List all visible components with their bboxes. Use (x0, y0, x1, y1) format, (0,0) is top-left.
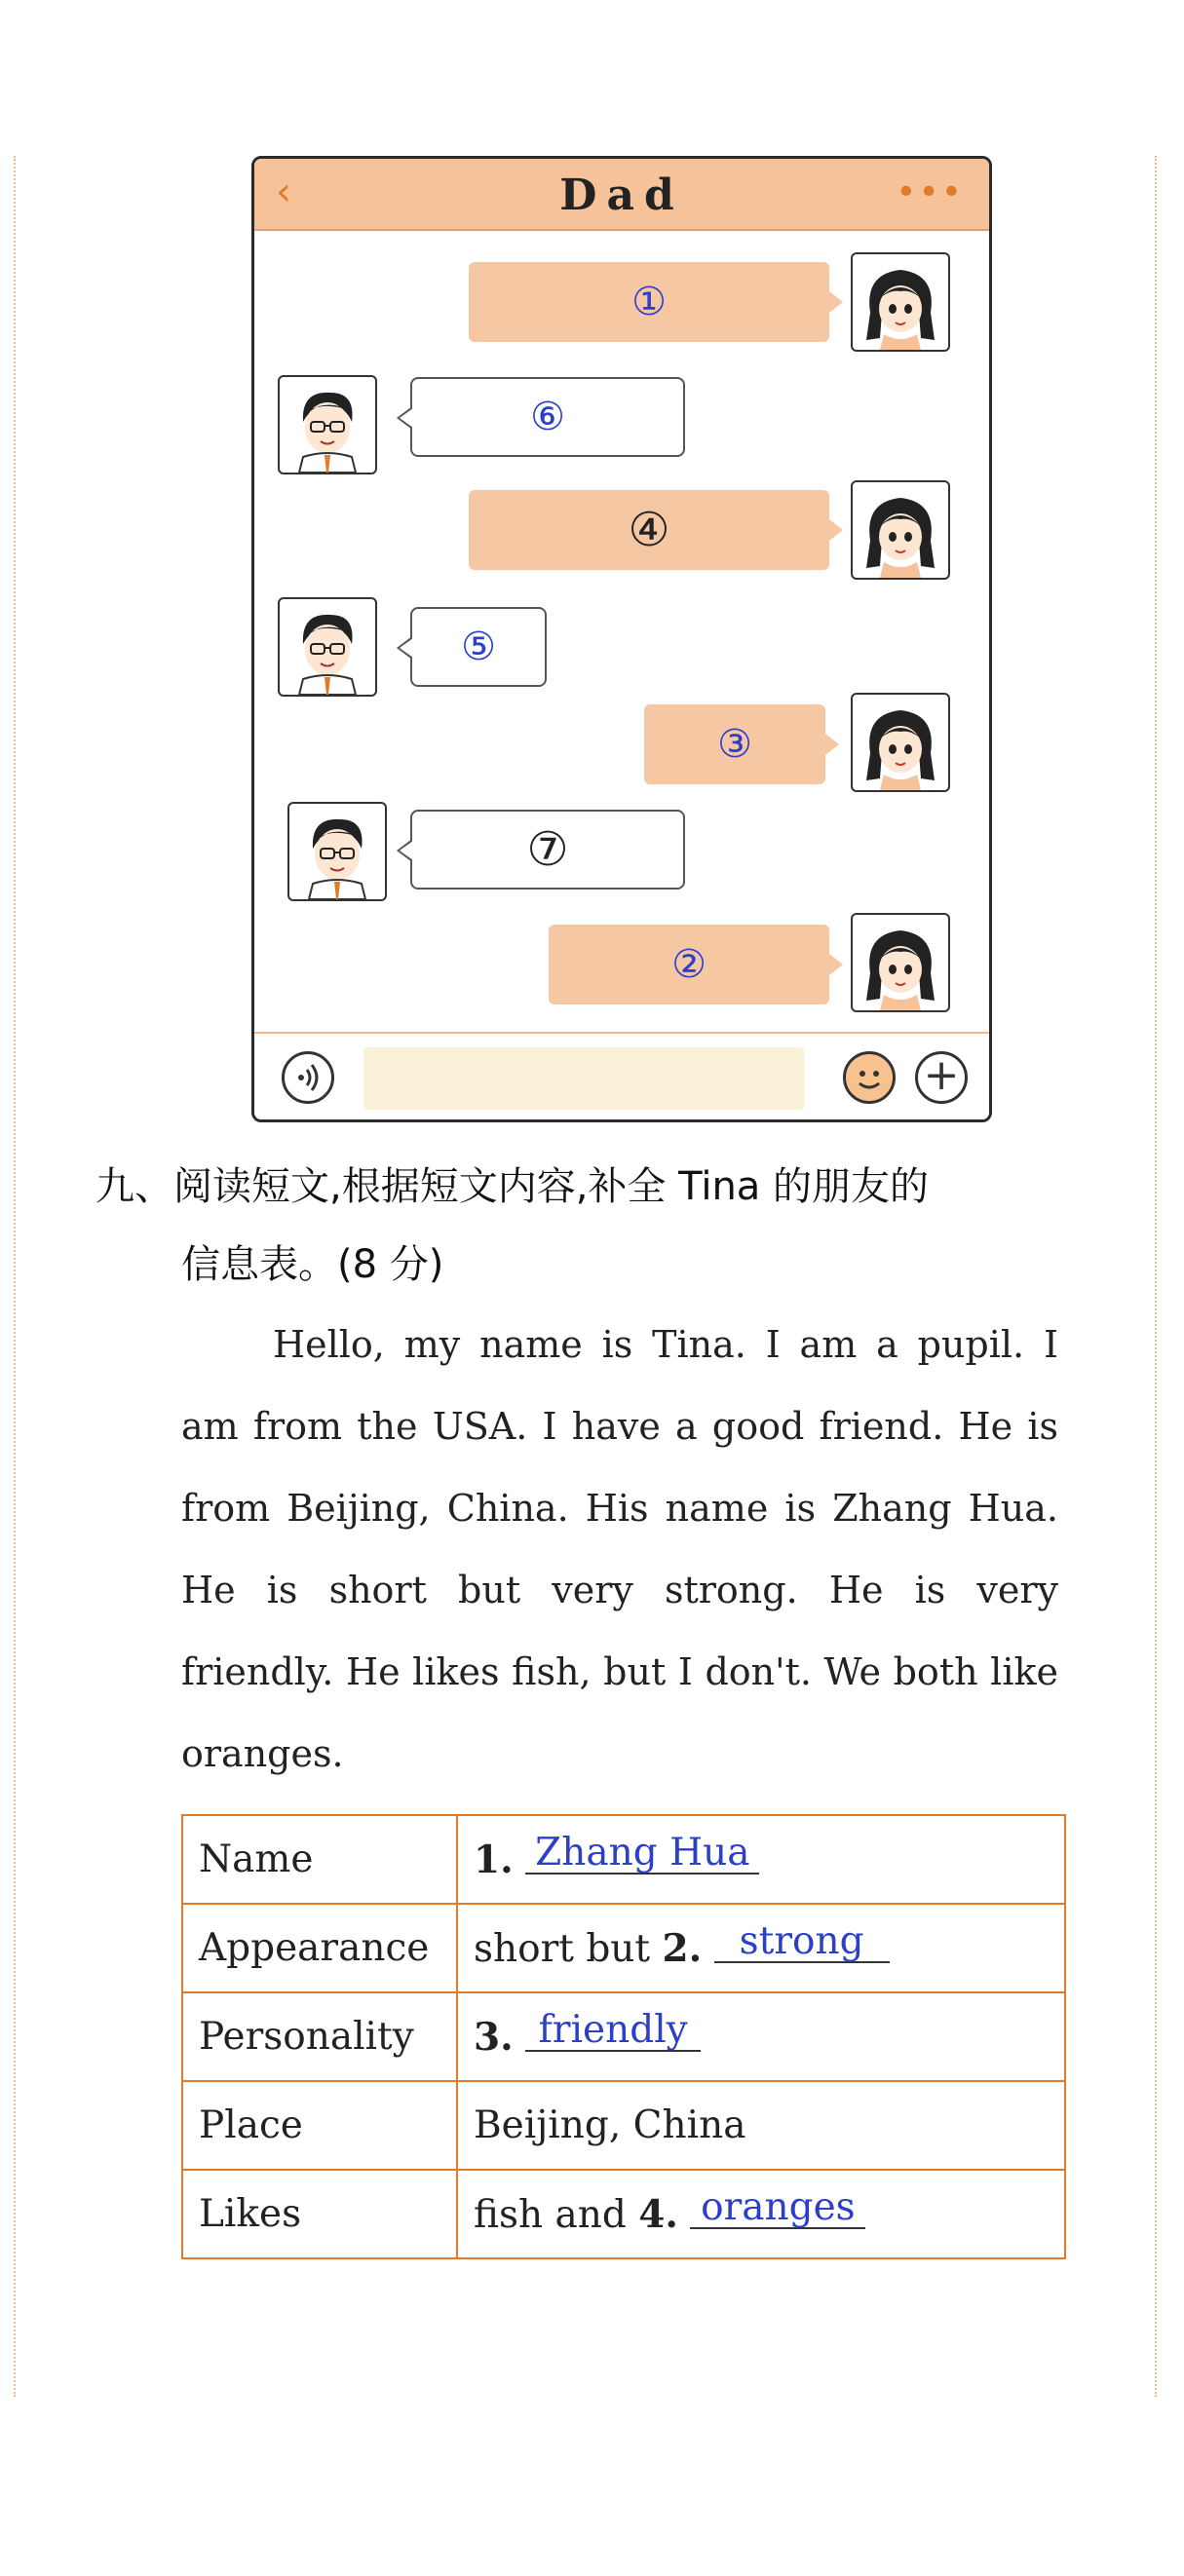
chat-bubble-girl (469, 262, 829, 342)
girl-face-icon (853, 915, 948, 1010)
row-value (457, 2081, 1065, 2170)
girl-face-icon (853, 482, 948, 578)
bubble-number: ① (631, 280, 667, 324)
row-label: Likes (182, 2170, 457, 2258)
girl-avatar (851, 693, 950, 792)
table-row (182, 1904, 1065, 1992)
answer-blank[interactable]: oranges (690, 2188, 865, 2229)
voice-icon[interactable] (282, 1051, 334, 1104)
section-title-line1: 九、阅读短文,根据短文内容,补全 Tina 的朋友的 (95, 1164, 930, 1209)
answer-blank[interactable]: Zhang Hua (525, 1834, 759, 1875)
chat-input-bar (254, 1032, 989, 1121)
left-margin-dotted-line (14, 156, 16, 2397)
dad-face-icon (280, 377, 375, 473)
blank-number: 3. (474, 2014, 514, 2060)
chat-bubble-girl (549, 925, 829, 1004)
message-input[interactable] (363, 1047, 804, 1110)
bubble-number: ③ (717, 722, 752, 767)
girl-face-icon (853, 254, 948, 350)
chat-bubble-dad (410, 810, 685, 890)
info-table (181, 1814, 1066, 2259)
dad-avatar (287, 802, 387, 901)
reading-passage: Hello, my name is Tina. I am a pupil. I am from the USA. I have a good friend. He is from Beijing, China. His name is Zhang Hua. He is short but very strong. He is very friendly. He likes fish, but I don't. We both like oranges. (181, 1323, 1058, 1775)
dad-avatar (278, 597, 377, 697)
row-prefix: short but (474, 1926, 663, 1971)
row-value (457, 1904, 1065, 1992)
table-row (182, 2081, 1065, 2170)
row-value (457, 1815, 1065, 1904)
dad-face-icon (280, 599, 375, 695)
table-row (182, 1992, 1065, 2081)
plus-icon[interactable]: + (915, 1051, 968, 1104)
dad-face-icon (289, 804, 385, 899)
bubble-number: ⑥ (530, 395, 565, 439)
chat-bubble-dad (410, 377, 685, 457)
section-title-line2: 信息表。(8 分) (181, 1242, 444, 1287)
answer-blank[interactable]: friendly (525, 2011, 701, 2052)
chat-bubble-girl (469, 490, 829, 570)
bubble-number: ② (671, 942, 707, 987)
row-label: Personality (182, 1992, 457, 2081)
row-label: Appearance (182, 1904, 457, 1992)
blank-number: 4. (638, 2191, 678, 2237)
chat-phone-mockup (251, 156, 992, 1122)
chat-bubble-girl (644, 704, 825, 784)
row-value (457, 2170, 1065, 2258)
chat-bubble-dad (410, 607, 547, 687)
girl-avatar (851, 480, 950, 580)
chat-title: Dad (559, 170, 684, 220)
chat-header (254, 159, 989, 231)
ellipsis-icon[interactable]: ••• (896, 172, 964, 212)
section-title (95, 1148, 1070, 1304)
row-prefix: fish and (474, 2192, 639, 2237)
chevron-left-icon[interactable]: ‹ (276, 170, 291, 214)
row-prefix: Beijing, China (474, 2103, 746, 2147)
girl-avatar (851, 252, 950, 352)
right-margin-dotted-line (1155, 156, 1157, 2397)
table-row (182, 1815, 1065, 1904)
dad-avatar (278, 375, 377, 474)
bubble-number: ⑦ (526, 822, 569, 877)
row-label: Place (182, 2081, 457, 2170)
girl-avatar (851, 913, 950, 1012)
blank-number: 2. (662, 1925, 703, 1971)
girl-face-icon (853, 695, 948, 790)
bubble-number: ⑤ (461, 625, 496, 669)
blank-number: 1. (474, 1837, 514, 1882)
row-value (457, 1992, 1065, 2081)
answer-blank[interactable]: strong (714, 1922, 890, 1963)
bubble-number: ④ (628, 503, 670, 557)
table-row (182, 2170, 1065, 2258)
smile-icon[interactable] (843, 1051, 896, 1104)
row-label: Name (182, 1815, 457, 1904)
